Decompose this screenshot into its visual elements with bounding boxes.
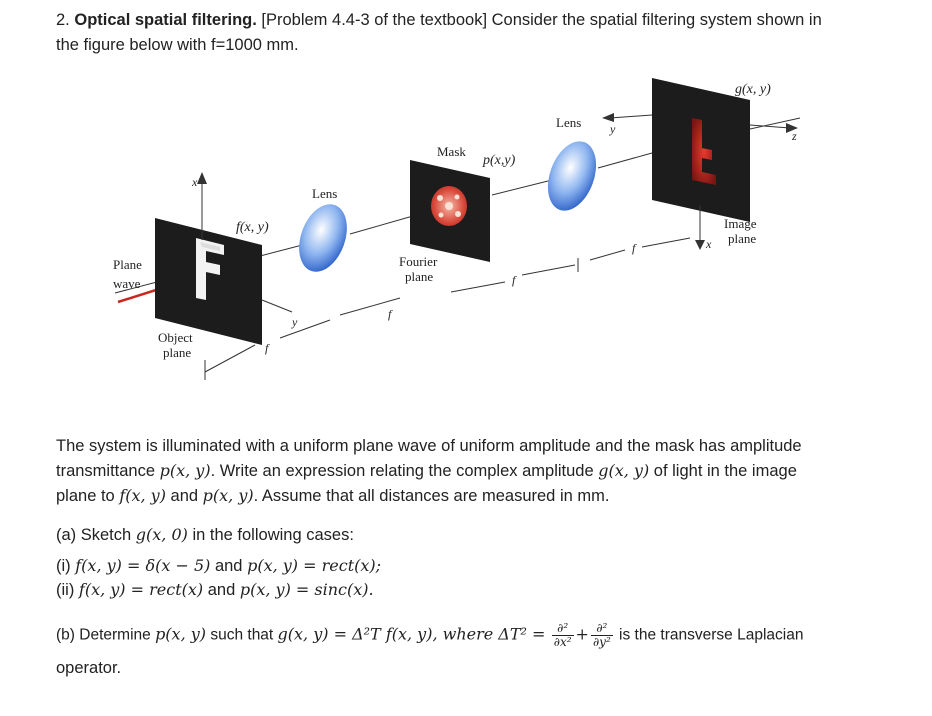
image-plane-panel bbox=[652, 78, 750, 222]
text-fragment: transmittance bbox=[56, 462, 160, 480]
math-fxy: f(x, y) bbox=[119, 486, 166, 505]
math-case-i-f: f(x, y) = δ(x − 5) bbox=[75, 556, 211, 575]
f-label-4: f bbox=[632, 241, 636, 255]
plane-wave-label: Plane bbox=[113, 257, 142, 272]
case-i-line bbox=[56, 554, 381, 578]
f-label-1: f bbox=[265, 341, 269, 355]
text-fragment: of light in the image bbox=[649, 462, 797, 480]
fxy-label: f(x, y) bbox=[236, 220, 269, 235]
paragraph-line-3 bbox=[56, 484, 609, 508]
lens-1 bbox=[290, 198, 355, 279]
plane-wave-label2: wave bbox=[113, 276, 141, 291]
math-gx0: g(x, 0) bbox=[135, 525, 188, 544]
text-fragment: (b) Determine bbox=[56, 626, 156, 644]
text-fragment: . Write an expression relating the complex amplitude bbox=[210, 462, 599, 480]
problem-intro-line2: the figure below with f=1000 mm. bbox=[56, 36, 299, 54]
math-pxy: p(x, y) bbox=[159, 461, 211, 480]
f-label-2: f bbox=[388, 307, 392, 321]
object-plane-label: Object bbox=[158, 330, 193, 345]
paragraph-line-1: The system is illuminated with a uniform plane wave of uniform amplitude and the mask has amplitude bbox=[56, 437, 802, 455]
y-axis-label-1: y bbox=[292, 315, 298, 329]
plus-sign: + bbox=[575, 624, 589, 644]
object-plane-label2: plane bbox=[163, 345, 192, 360]
text-fragment: . Assume that all distances are measured in mm. bbox=[253, 487, 610, 505]
object-plane-panel bbox=[155, 218, 262, 345]
z-axis-label: z bbox=[792, 129, 797, 143]
text-fragment: in the following cases: bbox=[187, 526, 354, 544]
image-plane-label2: plane bbox=[728, 231, 757, 246]
case-label: (ii) bbox=[56, 581, 79, 599]
fraction-denominator: ∂x² bbox=[553, 635, 572, 649]
problem-title: Optical spatial filtering. bbox=[74, 11, 257, 29]
math-pxy: p(x, y) bbox=[155, 624, 207, 644]
y-axis-label-2: y bbox=[610, 122, 616, 136]
text-fragment: is the transverse Laplacian bbox=[614, 626, 804, 644]
partial-y-fraction bbox=[591, 622, 613, 649]
gxy-label: g(x, y) bbox=[735, 82, 771, 97]
part-a-line bbox=[56, 523, 354, 547]
case-label: (i) bbox=[56, 557, 76, 575]
text-fragment: plane to bbox=[56, 487, 120, 505]
part-b-line bbox=[56, 622, 803, 649]
fraction-numerator: ∂² bbox=[591, 622, 613, 636]
math-case-i-p: p(x, y) = rect(x); bbox=[247, 556, 382, 575]
text-fragment: and bbox=[203, 581, 240, 599]
paragraph-line-2 bbox=[56, 459, 797, 483]
fourier-plane-panel bbox=[410, 160, 490, 262]
text-fragment: (a) Sketch bbox=[56, 526, 136, 544]
problem-number: 2. bbox=[56, 11, 70, 29]
lens-2 bbox=[539, 135, 605, 218]
f-markers bbox=[205, 238, 690, 380]
fourier-plane-label: Fourier bbox=[399, 254, 438, 269]
partial-x-fraction bbox=[552, 622, 574, 649]
fraction-numerator: ∂² bbox=[552, 622, 574, 636]
problem-intro: [Problem 4.4-3 of the textbook] Consider the spatial filtering system shown in bbox=[261, 11, 822, 29]
mask-label: Mask bbox=[437, 144, 466, 159]
text-fragment: and bbox=[210, 557, 248, 575]
pxy-label: p(x,y) bbox=[483, 153, 516, 168]
x-axis-label-1: x bbox=[192, 175, 198, 189]
f-label-3: f bbox=[512, 273, 516, 287]
image-plane-label: Image bbox=[724, 216, 757, 231]
x-axis-label-2: x bbox=[706, 237, 712, 251]
math-gxy: g(x, y) bbox=[598, 461, 650, 480]
math-case-ii-p: p(x, y) = sinc(x). bbox=[239, 580, 374, 599]
case-ii-line bbox=[56, 578, 374, 602]
math-laplacian: g(x, y) = Δ²T f(x, y), where ΔT² = bbox=[277, 624, 546, 644]
part-b-line-2: operator. bbox=[56, 659, 122, 677]
text-fragment: and bbox=[165, 487, 203, 505]
fourier-plane-label2: plane bbox=[405, 269, 434, 284]
lens-2-label: Lens bbox=[556, 115, 582, 130]
fraction-denominator: ∂y² bbox=[592, 635, 611, 649]
lens-1-label: Lens bbox=[312, 186, 338, 201]
math-pxy: p(x, y) bbox=[202, 486, 254, 505]
math-case-ii-f: f(x, y) = rect(x) bbox=[78, 580, 204, 599]
text-fragment: such that bbox=[206, 626, 278, 644]
